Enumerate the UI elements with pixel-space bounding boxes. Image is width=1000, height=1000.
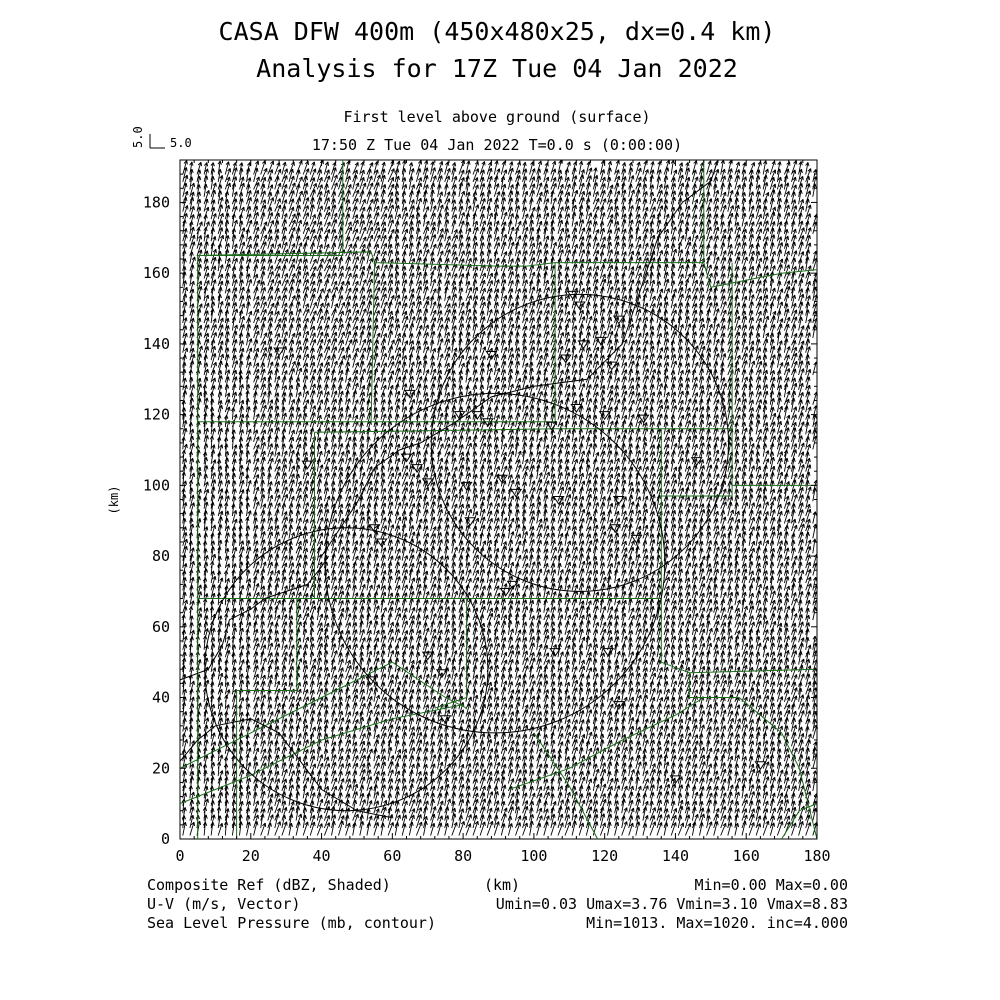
y-tick-label: 0 <box>160 830 170 848</box>
x-tick-label: 140 <box>661 847 689 865</box>
y-tick-label: 120 <box>142 405 170 424</box>
wind-vector-arrows <box>182 160 818 836</box>
boundary-line <box>198 160 704 266</box>
x-tick-label: 100 <box>520 847 548 865</box>
valid-time-label: 17:50 Z Tue 04 Jan 2022 T=0.0 s (0:00:00) <box>311 136 683 154</box>
vector-scale-key <box>131 126 192 150</box>
boundary-line <box>198 263 375 422</box>
x-tick-label: 60 <box>383 847 402 865</box>
footer-field-3: Sea Level Pressure (mb, contour) <box>147 914 436 932</box>
x-tick-label: 40 <box>312 847 331 865</box>
footer-stats-1: Min=0.00 Max=0.00 <box>694 876 848 894</box>
wind-vectors <box>182 160 818 836</box>
plot-area <box>143 160 831 865</box>
boundary-line <box>237 599 297 840</box>
vector-scale-value: 5.0 <box>170 136 192 150</box>
vector-scale-value-vertical: 5.0 <box>131 126 145 148</box>
y-tick-label: 140 <box>142 334 170 353</box>
footer-stats-3: Min=1013. Max=1020. inc=4.000 <box>586 914 848 932</box>
y-tick-label: 20 <box>151 759 170 778</box>
x-tick-label: 180 <box>803 847 831 865</box>
x-tick-label: 120 <box>591 847 619 865</box>
x-tick-label: 160 <box>732 847 760 865</box>
x-tick-label: 20 <box>241 847 260 865</box>
title-line-2: Analysis for 17Z Tue 04 Jan 2022 <box>256 54 738 83</box>
y-tick-label: 100 <box>142 476 170 495</box>
footer-field-2: U-V (m/s, Vector) <box>147 895 301 913</box>
y-tick-label: 40 <box>151 688 170 707</box>
x-tick-label: 0 <box>175 847 185 865</box>
title-line-1: CASA DFW 400m (450x480x25, dx=0.4 km) <box>218 17 776 46</box>
x-tick-label: 80 <box>454 847 473 865</box>
y-tick-label: 60 <box>151 617 170 636</box>
y-tick-label: 80 <box>151 547 170 566</box>
y-axis-label: (km) <box>107 485 121 515</box>
y-tick-label: 160 <box>142 264 170 283</box>
footer-stats-2: Umin=0.03 Umax=3.76 Vmin=3.10 Vmax=8.83 <box>495 895 848 913</box>
y-tick-label: 180 <box>142 193 170 212</box>
level-label: First level above ground (surface) <box>343 108 651 126</box>
footer-field-1: Composite Ref (dBZ, Shaded) <box>147 876 391 894</box>
x-axis-label: (km) <box>483 876 521 894</box>
